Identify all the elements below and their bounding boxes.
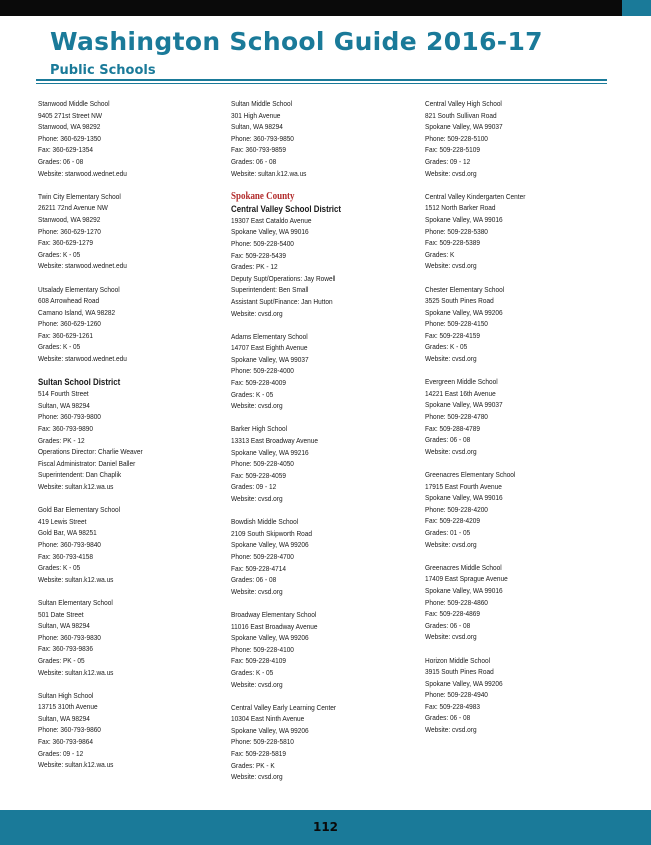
entry-detail-line: Fax: 360-629-1279	[38, 238, 93, 248]
entry-detail-line: Website: sultan.k12.wa.us	[38, 574, 114, 584]
entry-detail-line: Camano Island, WA 98282	[38, 307, 116, 317]
entry-detail-line: Website: cvsd.org	[425, 539, 477, 549]
entry-detail-line: Website: cvsd.org	[231, 308, 283, 318]
entry-detail-line: 17915 East Fourth Avenue	[425, 481, 502, 491]
entry-detail-line: Fax: 360-793-9864	[38, 737, 93, 747]
entry-detail-line: Fax: 509-228-4159	[425, 330, 480, 340]
entry-detail-line: Fax: 509-228-5819	[231, 749, 286, 759]
school-name: Stanwood Middle School	[38, 99, 110, 108]
entry-detail-line: Fax: 509-228-5109	[425, 145, 480, 155]
entry-detail-line: Grades: K - 05	[425, 342, 468, 352]
district-entry	[231, 203, 394, 319]
entry-detail-line: Grades: 06 - 08	[425, 620, 471, 630]
entry-detail-line: Grades: 06 - 08	[231, 156, 277, 166]
entry-detail-line: Spokane Valley, WA 99206	[231, 725, 309, 735]
entry-detail-line: Spokane Valley, WA 99216	[231, 447, 309, 457]
entry-detail-line: 9405 271st Street NW	[38, 110, 102, 120]
entry-detail-line: Website: starwood.wednet.edu	[38, 354, 127, 364]
school-name: Gold Bar Elementary School	[38, 505, 121, 515]
entry-detail-line: Website: cvsd.org	[231, 401, 283, 411]
entry-detail-line: Phone: 509-228-4940	[425, 690, 488, 700]
entry-detail-line: Phone: 509-228-4700	[231, 551, 294, 561]
entry-detail-line: Spokane Valley, WA 99016	[425, 214, 503, 224]
entry-detail-line: Fax: 509-228-5389	[425, 238, 480, 248]
entry-detail-line: Stanwood, WA 98292	[38, 214, 101, 224]
school-name: Bowdish Middle School	[231, 517, 299, 527]
entry-detail-line: Fax: 509-228-4714	[231, 563, 286, 573]
school-entry	[425, 469, 588, 550]
entry-detail-line: Fax: 360-793-4158	[38, 551, 93, 561]
school-name: Utsalady Elementary School	[38, 284, 120, 294]
top-bar	[0, 0, 651, 16]
entry-detail-line: Fax: 360-793-9890	[38, 424, 93, 434]
entry-detail-line: Grades: K - 05	[231, 389, 274, 399]
school-name: Sultan Elementary School	[38, 597, 113, 607]
entry-detail-line: 2109 South Skipworth Road	[231, 528, 313, 538]
school-entry	[38, 284, 201, 365]
entry-detail-line: Spokane Valley, WA 99016	[425, 585, 503, 595]
entry-detail-line: Phone: 509-228-4860	[425, 597, 488, 607]
entry-detail-line: Phone: 360-629-1350	[38, 133, 101, 143]
school-entry	[425, 376, 588, 457]
entry-detail-line: Spokane Valley, WA 99037	[231, 354, 309, 364]
header-rule-thin	[36, 83, 607, 84]
entry-detail-line: Grades: 01 - 05	[425, 527, 471, 537]
entry-detail-line: 19307 East Cataldo Avenue	[231, 215, 312, 225]
entry-detail-line: Website: cvsd.org	[425, 168, 477, 178]
entry-detail-line: Grades: 06 - 08	[425, 435, 471, 445]
entry-detail-line: 17409 East Sprague Avenue	[425, 574, 508, 584]
entry-detail-line: Phone: 360-793-9840	[38, 539, 101, 549]
entry-detail-line: Phone: 360-793-9800	[38, 412, 101, 422]
entry-detail-line: Phone: 509-228-4000	[231, 366, 294, 376]
entry-detail-line: Website: sultan.k12.wa.us	[38, 482, 114, 491]
entry-detail-line: Website: cvsd.org	[425, 632, 477, 642]
entry-detail-line: 3915 South Pines Road	[425, 667, 494, 677]
entry-detail-line: Phone: 509-228-4780	[425, 412, 488, 422]
entry-detail-line: Spokane Valley, WA 99206	[231, 540, 309, 550]
entry-detail-line: Website: cvsd.org	[231, 494, 283, 503]
district-entry	[38, 376, 201, 492]
entry-detail-line: Fax: 360-793-9836	[38, 644, 93, 654]
entry-detail-line: Grades: PK - 05	[38, 655, 85, 665]
school-name: Horizon Middle School	[425, 655, 491, 665]
entry-detail-line: Sultan, WA 98294	[231, 122, 283, 132]
school-name: Chester Elementary School	[425, 284, 505, 294]
school-name: Central Valley Kindergarten Center	[425, 191, 526, 201]
page-number: 112	[312, 820, 339, 834]
entry-detail-line: Phone: 509-228-5810	[231, 737, 294, 747]
entry-detail-line: Spokane Valley, WA 99037	[425, 122, 503, 132]
school-entry	[38, 191, 201, 272]
school-entry	[425, 98, 588, 179]
entry-detail-line: 3525 South Pines Road	[425, 296, 494, 306]
entry-detail-line: Fax: 509-228-4869	[425, 609, 480, 619]
directory-column-3	[425, 98, 588, 747]
entry-detail-line: Phone: 509-228-4050	[231, 459, 294, 469]
entry-detail-line: 11016 East Broadway Avenue	[231, 621, 318, 631]
entry-detail-line: Grades: 09 - 12	[425, 156, 471, 166]
entry-detail-line: Spokane Valley, WA 99206	[425, 307, 503, 317]
school-entry	[231, 98, 394, 179]
entry-detail-line: Phone: 509-228-5380	[425, 226, 488, 236]
entry-detail-line: Deputy Supt/Operations: Jay Rowell	[231, 273, 336, 283]
directory-column-1	[38, 98, 201, 782]
entry-detail-line: Grades: PK - 12	[231, 262, 278, 272]
entry-detail-line: Grades: K - 05	[38, 342, 81, 352]
top-bar-accent	[622, 0, 651, 16]
school-name: Twin City Elementary School	[38, 191, 121, 201]
entry-detail-line: Phone: 360-629-1260	[38, 319, 101, 329]
entry-detail-line: Superintendent: Dan Chaplik	[38, 470, 122, 480]
school-name: Sultan Middle School	[231, 99, 293, 108]
entry-detail-line: Fax: 509-228-4109	[231, 656, 286, 666]
school-entry	[38, 597, 201, 678]
entry-detail-line: Assistant Supt/Finance: Jan Hutton	[231, 296, 333, 306]
entry-detail-line: 514 Fourth Street	[38, 389, 89, 399]
entry-detail-line: Website: starwood.wednet.edu	[38, 261, 127, 271]
entry-detail-line: Grades: 06 - 08	[425, 713, 471, 723]
entry-detail-line: 13313 East Broadway Avenue	[231, 436, 319, 446]
section-subtitle: Public Schools	[50, 63, 156, 78]
entry-detail-line: 821 South Sullivan Road	[425, 110, 497, 120]
entry-detail-line: Grades: K - 05	[231, 667, 274, 677]
school-name: Evergreen Middle School	[425, 377, 498, 387]
entry-detail-line: 301 High Avenue	[231, 110, 281, 120]
school-name: Barker High School	[231, 424, 288, 434]
entry-detail-line: Fax: 509-228-4209	[425, 516, 480, 526]
entry-detail-line: Sultan, WA 98294	[38, 713, 90, 723]
entry-detail-line: Phone: 360-793-9830	[38, 632, 101, 642]
entry-detail-line: Fax: 509-228-5439	[231, 250, 286, 260]
entry-detail-line: Spokane Valley, WA 99016	[231, 227, 309, 237]
school-entry	[231, 331, 394, 412]
school-name: Broadway Elementary School	[231, 609, 317, 619]
entry-detail-line: Sultan, WA 98294	[38, 621, 90, 631]
school-entry	[425, 284, 588, 365]
entry-detail-line: Phone: 509-228-4150	[425, 319, 488, 329]
school-entry	[231, 423, 394, 504]
entry-detail-line: Sultan, WA 98294	[38, 400, 90, 410]
school-entry	[425, 562, 588, 643]
district-name: Sultan School District	[38, 377, 121, 388]
entry-detail-line: Operations Director: Charlie Weaver	[38, 447, 143, 457]
entry-detail-line: Website: cvsd.org	[425, 354, 477, 364]
entry-detail-line: Website: sultan.k12.wa.us	[38, 760, 114, 770]
school-name: Central Valley High School	[425, 99, 502, 108]
entry-detail-line: Grades: 09 - 12	[231, 482, 277, 492]
entry-detail-line: Grades: K - 05	[38, 563, 81, 573]
entry-detail-line: Website: cvsd.org	[231, 679, 283, 689]
school-entry	[425, 191, 588, 272]
district-name: Central Valley School District	[231, 203, 342, 214]
header-rule	[36, 79, 607, 81]
school-entry	[425, 655, 588, 736]
entry-detail-line: Grades: 06 - 08	[231, 575, 277, 585]
entry-detail-line: 1512 North Barker Road	[425, 203, 496, 213]
entry-detail-line: Superintendent: Ben Small	[231, 285, 309, 295]
school-name: Adams Elementary School	[231, 331, 308, 341]
entry-detail-line: Grades: K	[425, 249, 455, 259]
school-entry	[231, 702, 394, 783]
entry-detail-line: Grades: 06 - 08	[38, 156, 84, 166]
entry-detail-line: Fax: 360-629-1261	[38, 330, 93, 340]
entry-detail-line: Spokane Valley, WA 99206	[231, 633, 309, 643]
entry-detail-line: Gold Bar, WA 98251	[38, 528, 97, 538]
entry-detail-line: Website: cvsd.org	[425, 446, 477, 456]
entry-detail-line: 608 Arrowhead Road	[38, 296, 100, 306]
entry-detail-line: Fax: 509-288-4789	[425, 423, 480, 433]
entry-detail-line: Fax: 360-629-1354	[38, 145, 93, 155]
entry-detail-line: Fiscal Administrator: Daniel Baller	[38, 458, 136, 468]
entry-detail-line: Website: cvsd.org	[231, 586, 283, 596]
school-entry	[231, 516, 394, 597]
county-heading: Spokane County	[231, 190, 295, 202]
entry-detail-line: Phone: 509-228-4200	[425, 504, 488, 514]
school-entry	[38, 690, 201, 771]
entry-detail-line: Website: sultan.k12.wa.us	[38, 667, 114, 677]
entry-detail-line: Spokane Valley, WA 99206	[425, 678, 503, 688]
entry-detail-line: Grades: PK - 12	[38, 435, 85, 445]
footer-bar	[0, 810, 651, 845]
entry-detail-line: Grades: K - 05	[38, 249, 81, 259]
entry-detail-line: 14221 East 16th Avenue	[425, 388, 496, 398]
entry-detail-line: Fax: 509-228-4059	[231, 470, 286, 480]
entry-detail-line: Phone: 509-228-5400	[231, 238, 294, 248]
entry-detail-line: Spokane Valley, WA 99016	[425, 493, 503, 503]
school-name: Sultan High School	[38, 690, 94, 700]
entry-detail-line: Website: starwood.wednet.edu	[38, 168, 127, 178]
entry-detail-line: Website: cvsd.org	[425, 725, 477, 735]
directory-column-2	[231, 98, 394, 794]
entry-detail-line: 26211 72nd Avenue NW	[38, 203, 108, 213]
entry-detail-line: Spokane Valley, WA 99037	[425, 400, 503, 410]
entry-detail-line: Fax: 360-793-9859	[231, 145, 286, 155]
entry-detail-line: Phone: 360-793-9860	[38, 725, 101, 735]
entry-detail-line: Website: cvsd.org	[231, 772, 283, 782]
entry-detail-line: Website: sultan.k12.wa.us	[231, 168, 307, 178]
school-entry	[38, 98, 201, 179]
entry-detail-line: Fax: 509-228-4009	[231, 378, 286, 388]
school-entry	[38, 504, 201, 585]
entry-detail-line: 13715 310th Avenue	[38, 702, 98, 712]
school-name: Greenacres Middle School	[425, 562, 502, 572]
entry-detail-line: Grades: PK - K	[231, 760, 275, 770]
entry-detail-line: 501 Date Street	[38, 609, 84, 619]
entry-detail-line: Stanwood, WA 98292	[38, 122, 101, 132]
entry-detail-line: Phone: 360-793-9850	[231, 133, 294, 143]
school-name: Central Valley Early Learning Center	[231, 702, 337, 712]
entry-detail-line: Phone: 509-228-4100	[231, 644, 294, 654]
page-title: Washington School Guide 2016-17	[50, 27, 543, 56]
entry-detail-line: Grades: 09 - 12	[38, 748, 84, 758]
entry-detail-line: 419 Lewis Street	[38, 516, 87, 526]
entry-detail-line: Phone: 360-629-1270	[38, 226, 101, 236]
entry-detail-line: Website: cvsd.org	[425, 261, 477, 271]
school-entry	[231, 609, 394, 690]
entry-detail-line: Phone: 509-228-5100	[425, 133, 488, 143]
entry-detail-line: 14707 East Eighth Avenue	[231, 343, 308, 353]
entry-detail-line: 10304 East Ninth Avenue	[231, 714, 305, 724]
entry-detail-line: Fax: 509-228-4983	[425, 701, 480, 711]
school-name: Greenacres Elementary School	[425, 470, 516, 479]
